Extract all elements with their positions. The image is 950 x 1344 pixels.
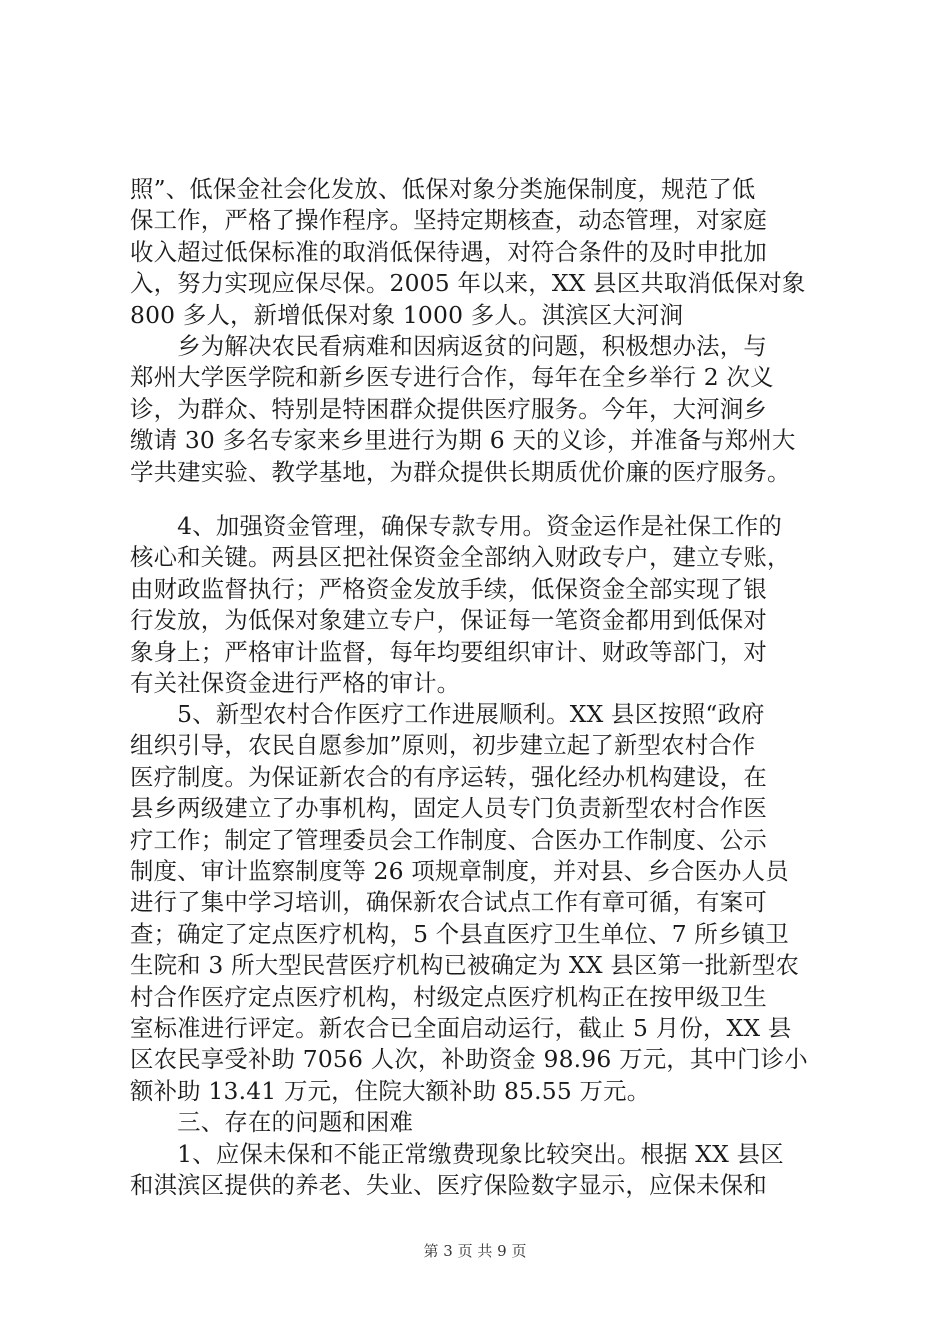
paragraph-rural-coop-medical [130, 699, 850, 1107]
text-line: 疗工作；制定了管理委员会工作制度、合医办工作制度、公示 [130, 825, 767, 854]
text-line: 村合作医疗定点医疗机构，村级定点医疗机构正在按甲级卫生 [130, 982, 767, 1011]
paragraph-medical-clinic [130, 331, 850, 488]
paragraph-problem-1 [130, 1139, 850, 1202]
text-line: 核心和关键。两县区把社保资金全部纳入财政专户，建立专账， [130, 543, 791, 572]
text-line: 行发放，为低保对象建立专户，保证每一笔资金都用到低保对 [130, 606, 767, 635]
text-line: 5、新型农村合作医疗工作进展顺利。XX 县区按照“政府 [130, 700, 765, 728]
text-line: 收入超过低保标准的取消低保待遇，对符合条件的及时申批加 [130, 237, 767, 266]
text-line: 800 多人，新增低保对象 1000 多人。淇滨区大河涧 [130, 300, 684, 329]
text-line: 诊，为群众、特别是特困群众提供医疗服务。今年，大河涧乡 [130, 394, 767, 423]
text-line: 制度、审计监察制度等 26 项规章制度，并对县、乡合医办人员 [130, 856, 789, 885]
text-line: 查；确定了定点医疗机构，5 个县直医疗卫生单位、7 所乡镇卫 [130, 919, 789, 948]
section-heading: 三、存在的问题和困难 [130, 1108, 414, 1136]
text-line: 缴请 30 多名专家来乡里进行为期 6 天的义诊，并准备与郑州大 [130, 426, 796, 455]
text-line: 医疗制度。为保证新农合的有序运转，强化经办机构建设，在 [130, 762, 767, 791]
text-line: 象身上；严格审计监督，每年均要组织审计、财政等部门，对 [130, 637, 767, 666]
text-line: 4、加强资金管理，确保专款专用。资金运作是社保工作的 [130, 512, 783, 540]
section-heading-problems [130, 1107, 850, 1138]
text-line: 组织引导，农民自愿参加”原则，初步建立起了新型农村合作 [130, 731, 756, 760]
text-line: 保工作，严格了操作程序。坚持定期核查，动态管理，对家庭 [130, 206, 767, 235]
text-line: 1、应保未保和不能正常缴费现象比较突出。根据 XX 县区 [130, 1140, 784, 1168]
text-line: 县乡两级建立了办事机构，固定人员专门负责新型农村合作医 [130, 794, 767, 823]
text-line: 照”、低保金社会化发放、低保对象分类施保制度，规范了低 [130, 175, 756, 203]
page-number-footer: 第 3 页 共 9 页 [423, 1242, 527, 1260]
text-line: 和淇滨区提供的养老、失业、医疗保险数字显示，应保未保和 [130, 1171, 767, 1200]
paragraph-fund-management [130, 511, 850, 699]
text-line: 区农民享受补助 7056 人次，补助资金 98.96 万元，其中门诊小 [130, 1045, 808, 1074]
text-line: 由财政监督执行；严格资金发放手续，低保资金全部实现了银 [130, 574, 767, 603]
text-line: 额补助 13.41 万元，住院大额补助 85.55 万元。 [130, 1076, 651, 1105]
text-line: 进行了集中学习培训，确保新农合试点工作有章可循，有案可 [130, 888, 767, 917]
text-line: 有关社保资金进行严格的审计。 [130, 668, 461, 697]
text-line: 入，努力实现应保尽保。2005 年以来，XX 县区共取消低保对象 [130, 269, 806, 298]
text-line: 郑州大学医学院和新乡医专进行合作，每年在全乡举行 2 次义 [130, 363, 774, 392]
text-line: 乡为解决农民看病难和因病返贫的问题，积极想办法，与 [130, 332, 767, 360]
text-line: 生院和 3 所大型民营医疗机构已被确定为 XX 县区第一批新型农 [130, 951, 800, 980]
text-line: 学共建实验、教学基地，为群众提供长期质优价廉的医疗服务。 [130, 457, 791, 486]
text-line: 室标准进行评定。新农合已全面启动运行，截止 5 月份，XX 县 [130, 1013, 792, 1042]
paragraph-low-income-continued [130, 174, 850, 331]
